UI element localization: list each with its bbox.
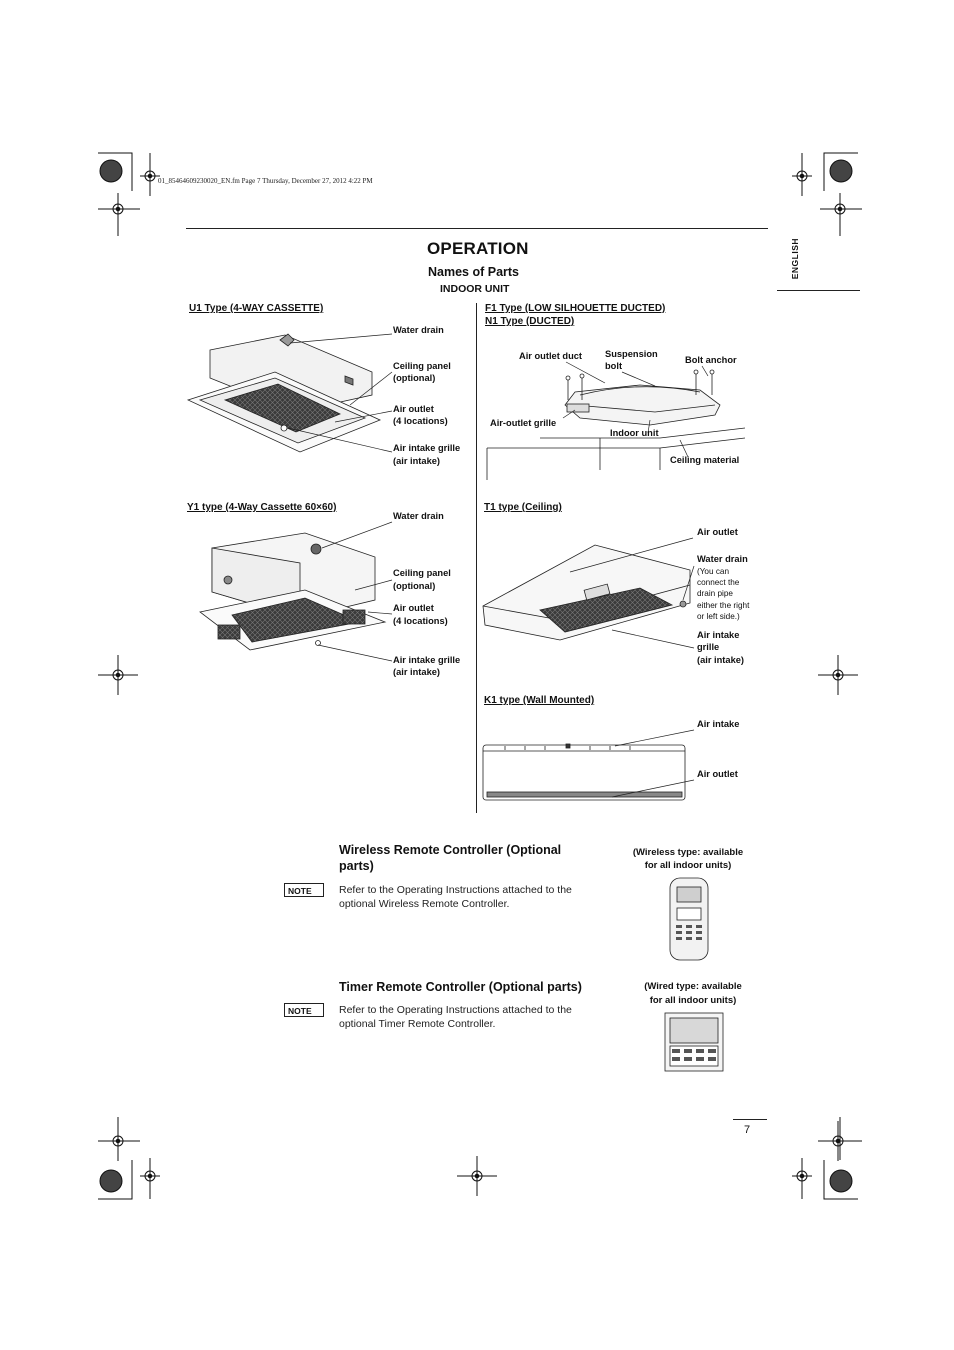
y1-label-ceiling-panel: Ceiling panel	[393, 568, 451, 578]
f1-label-air-outlet-grille: Air-outlet grille	[490, 418, 557, 428]
u1-label-air-intake: (air intake)	[393, 456, 441, 466]
wired-remote-drawing	[665, 1013, 723, 1071]
u1-heading: U1 Type (4-WAY CASSETTE)	[189, 303, 324, 314]
y1-label-water-drain: Water drain	[393, 511, 444, 521]
wireless-heading: Wireless Remote Controller (Optional parts)	[339, 843, 562, 873]
t1-label-air-intake-paren: (air intake)	[697, 655, 745, 665]
crosshair-mark	[818, 655, 858, 695]
wireless-caption-line2: for all indoor units)	[644, 860, 732, 871]
k1-label-air-outlet: Air outlet	[697, 769, 738, 779]
u1-label-air-intake-grille: Air intake grille	[393, 443, 461, 453]
n1-heading: N1 Type (DUCTED)	[485, 316, 575, 327]
t1-label-air-intake: Air intake	[697, 630, 740, 640]
y1-label-air-intake: (air intake)	[393, 667, 441, 677]
timer-caption-line1: (Wired type: available	[644, 981, 742, 992]
t1-heading: T1 type (Ceiling)	[484, 502, 562, 513]
crosshair-mark	[98, 655, 138, 695]
top-rule	[186, 228, 768, 229]
u1-label-air-outlet: Air outlet	[393, 404, 434, 414]
timer-note-text: Refer to the Operating Instructions attached to the optional Timer Remote Controller.	[339, 1004, 572, 1030]
language-tab: ENGLISH	[790, 238, 800, 280]
k1-heading: K1 type (Wall Mounted)	[484, 695, 595, 706]
timer-heading: Timer Remote Controller (Optional parts)	[339, 980, 582, 994]
t1-label-water-drain: Water drain	[697, 554, 748, 564]
f1-label-bolt: bolt	[605, 361, 623, 371]
f1-label-ceiling-material: Ceiling material	[670, 455, 740, 465]
y1-cassette-drawing	[200, 533, 385, 650]
t1-drain-note-3: drain pipe	[697, 589, 733, 598]
k1-label-air-intake: Air intake	[697, 719, 740, 729]
column-divider	[476, 303, 477, 813]
wireless-note-text: Refer to the Operating Instructions attached to the optional Wireless Remote Controller.	[339, 884, 572, 910]
y1-label-locations: (4 locations)	[393, 616, 448, 626]
y1-label-air-outlet: Air outlet	[393, 603, 434, 613]
page-subtitle: Names of Parts	[428, 265, 520, 279]
f1-label-suspension: Suspension	[605, 349, 658, 359]
lang-tab-rule	[777, 290, 860, 291]
u1-cassette-drawing	[188, 334, 380, 452]
k1-wall-drawing	[483, 744, 685, 800]
f1-label-bolt-anchor: Bolt anchor	[685, 355, 737, 365]
t1-drain-note-2: connect the	[697, 578, 740, 587]
timer-note-label: NOTE	[284, 1003, 324, 1017]
u1-label-optional: (optional)	[393, 373, 436, 383]
y1-heading: Y1 type (4-Way Cassette 60×60)	[187, 502, 337, 513]
f1-label-indoor-unit: Indoor unit	[610, 428, 659, 438]
page-title: OPERATION	[427, 239, 529, 258]
f1-label-air-outlet-duct: Air outlet duct	[519, 351, 583, 361]
crosshair-mark	[457, 1156, 497, 1196]
t1-drain-note-4: either the right	[697, 601, 750, 610]
y1-label-air-intake-grille: Air intake grille	[393, 655, 461, 665]
u1-label-ceiling-panel: Ceiling panel	[393, 361, 451, 371]
t1-label-grille: grille	[697, 642, 720, 652]
f1-heading: F1 Type (LOW SILHOUETTE DUCTED)	[485, 303, 666, 314]
y1-label-optional: (optional)	[393, 581, 436, 591]
wireless-caption-line1: (Wireless type: available	[632, 847, 744, 858]
print-info-line: 01_85464609230020_EN.fm Page 7 Thursday, December 27, 2012 4:22 PM	[158, 177, 373, 185]
timer-caption-line2: for all indoor units)	[649, 995, 737, 1006]
page-number: 7	[744, 1124, 751, 1136]
page-number-rule	[733, 1119, 767, 1120]
u1-label-locations: (4 locations)	[393, 416, 448, 426]
wireless-note-label: NOTE	[284, 883, 324, 897]
t1-drain-note-1: (You can	[697, 567, 730, 576]
t1-ceiling-drawing	[483, 545, 690, 640]
u1-label-water-drain: Water drain	[393, 325, 444, 335]
wireless-remote-drawing	[670, 878, 708, 960]
t1-label-air-outlet: Air outlet	[697, 527, 738, 537]
t1-drain-note-5: or left side.)	[697, 612, 740, 621]
section-label: INDOOR UNIT	[440, 283, 510, 295]
